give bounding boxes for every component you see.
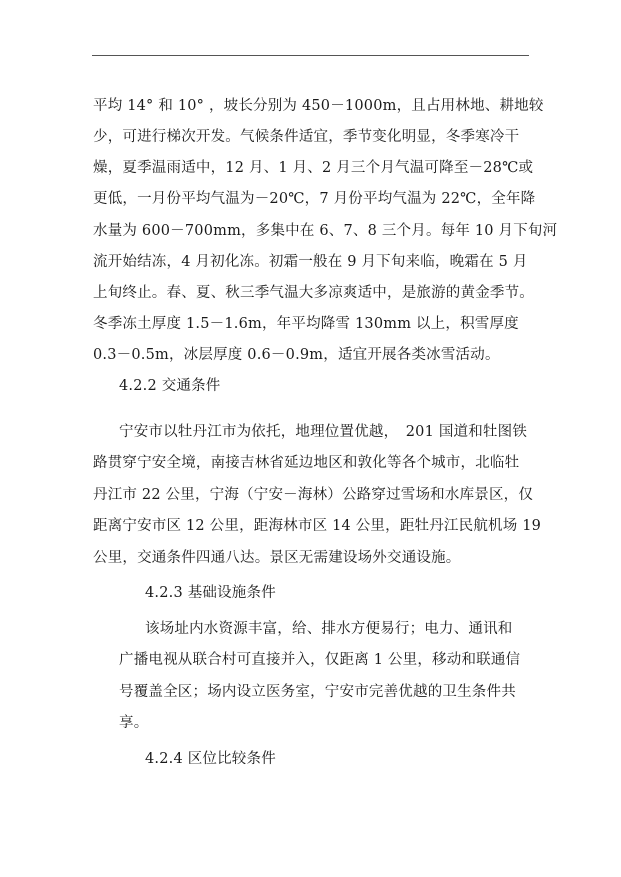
text-line: 燥，夏季温雨适中，12 月、1 月、2 月三个月气温可降至－28℃或 bbox=[93, 160, 534, 176]
text-line: 享。 bbox=[119, 715, 149, 731]
section-heading-transport: 4.2.2 交通条件 bbox=[119, 378, 221, 394]
text-line: 公里，交通条件四通八达。景区无需建设场外交通设施。 bbox=[93, 550, 461, 566]
text-line: 广播电视从联合村可直接并入，仅距离 1 公里，移动和联通信 bbox=[119, 652, 521, 668]
text-line: 水量为 600－700mm，多集中在 6、7、8 三个月。每年 10 月下旬河 bbox=[93, 223, 558, 239]
text-line: 该场址内水资源丰富，给、排水方便易行；电力、通讯和 bbox=[145, 621, 513, 637]
text-line: 路贯穿宁安全境，南接吉林省延边地区和敦化等各个城市，北临牡 bbox=[93, 455, 520, 471]
header-rule bbox=[92, 55, 529, 56]
text-line: 少，可进行梯次开发。气候条件适宜，季节变化明显，冬季寒冷干 bbox=[93, 129, 520, 145]
text-line: 流开始结冻，4 月初化冻。初霜一般在 9 月下旬来临，晚霜在 5 月 bbox=[93, 254, 528, 270]
text-line: 0.3－0.5m，冰层厚度 0.6－0.9m，适宜开展各类冰雪活动。 bbox=[93, 347, 500, 363]
text-line: 丹江市 22 公里，宁海（宁安－海林）公路穿过雪场和水库景区，仅 bbox=[93, 487, 534, 503]
text-line: 上旬终止。春、夏、秋三季气温大多凉爽适中，是旅游的黄金季节。 bbox=[93, 285, 534, 301]
text-line: 距离宁安市区 12 公里，距海林市区 14 公里，距牡丹江民航机场 19 bbox=[93, 518, 542, 534]
text-line: 冬季冻土厚度 1.5－1.6m，年平均降雪 130mm 以上，积雪厚度 bbox=[93, 316, 519, 332]
text-line: 平均 14° 和 10° ，坡长分别为 450－1000m，且占用林地、耕地较 bbox=[93, 98, 544, 114]
text-line: 号覆盖全区；场内设立医务室，宁安市完善优越的卫生条件共 bbox=[119, 684, 516, 700]
section-heading-location: 4.2.4 区位比较条件 bbox=[145, 751, 276, 767]
section-heading-infrastructure: 4.2.3 基础设施条件 bbox=[145, 585, 276, 601]
text-line: 宁安市以牡丹江市为依托，地理位置优越， 201 国道和牡图铁 bbox=[119, 424, 528, 440]
text-line: 更低，一月份平均气温为－20℃，7 月份平均气温为 22℃，全年降 bbox=[93, 191, 536, 207]
